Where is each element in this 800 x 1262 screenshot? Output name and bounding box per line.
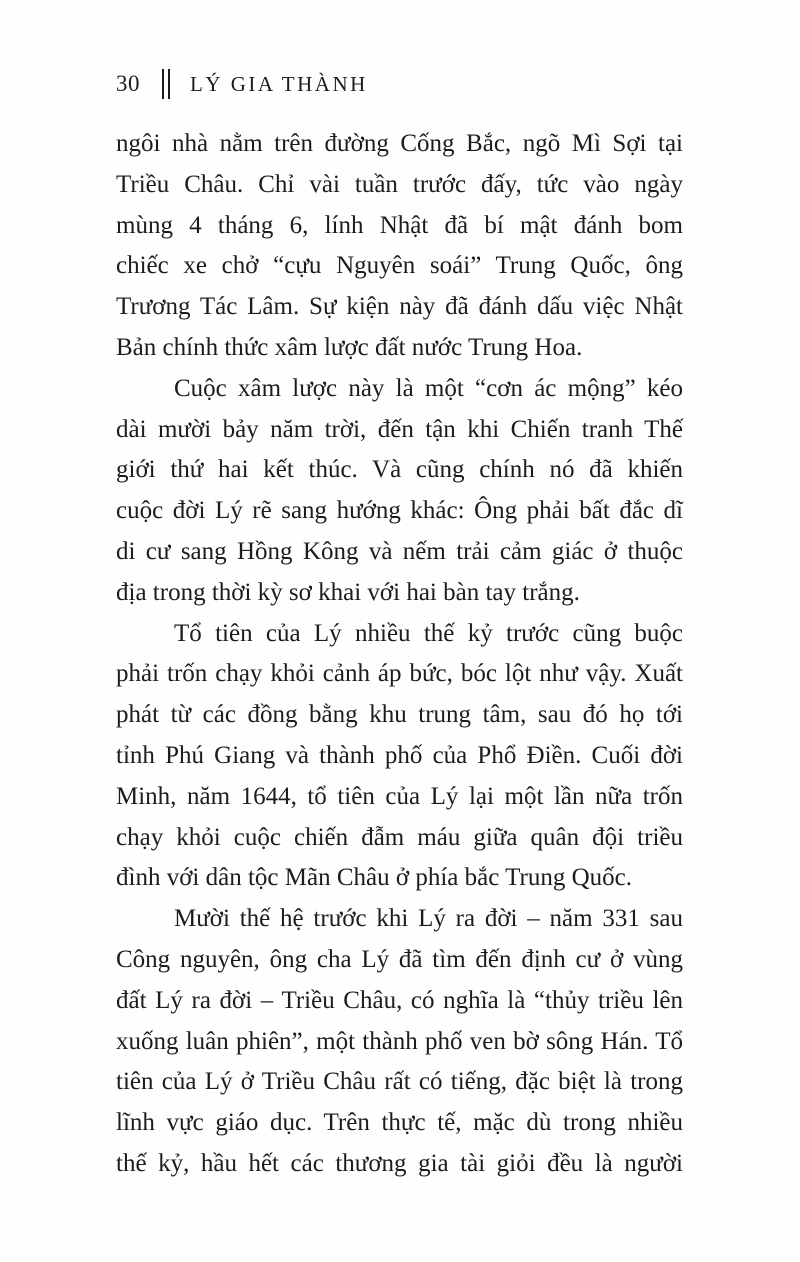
running-title: LÝ GIA THÀNH [190, 71, 368, 96]
text-line: thế kỷ, hầu hết các thương gia tài giỏi đều là người [116, 1149, 683, 1177]
text-line: địa trong thời kỳ sơ khai với hai bàn tay trắng. [116, 578, 580, 606]
body-text [116, 124, 683, 1185]
text-line: Minh, năm 1644, tổ tiên của Lý lại một lần nữa trốn [116, 782, 683, 810]
text-line: Mười thế hệ trước khi Lý ra đời – năm 331 sau [174, 905, 683, 933]
text-line: Triều Châu. Chỉ vài tuần trước đấy, tức vào ngày [116, 170, 683, 198]
text-line: cuộc đời Lý rẽ sang hướng khác: Ông phải bất đắc dĩ [116, 497, 683, 525]
text-line: đất Lý ra đời – Triều Châu, có nghĩa là “thủy triều lên [116, 986, 683, 1014]
text-line: Công nguyên, ông cha Lý đã tìm đến định cư ở vùng [116, 945, 683, 973]
running-header [116, 66, 368, 102]
text-line: ngôi nhà nằm trên đường Cống Bắc, ngõ Mì Sợi tại [116, 130, 683, 157]
text-line: di cư sang Hồng Kông và nếm trải cảm giác ở thuộc [116, 537, 683, 565]
text-line: chạy khỏi cuộc chiến đẫm máu giữa quân đội triều [116, 823, 683, 851]
text-line: mùng 4 tháng 6, lính Nhật đã bí mật đánh bom [116, 211, 683, 239]
text-line: tiên của Lý ở Triều Châu rất có tiếng, đặc biệt là trong [116, 1068, 683, 1096]
text-line: Bản chính thức xâm lược đất nước Trung Hoa. [116, 333, 583, 361]
text-line: Trương Tác Lâm. Sự kiện này đã đánh dấu việc Nhật [116, 293, 683, 321]
text-line: Tổ tiên của Lý nhiều thế kỷ trước cũng buộc [174, 619, 683, 647]
text-line: chiếc xe chở “cựu Nguyên soái” Trung Quốc, ông [116, 252, 683, 280]
text-line: tỉnh Phú Giang và thành phố của Phổ Điền. Cuối đời [116, 741, 683, 769]
text-line: lĩnh vực giáo dục. Trên thực tế, mặc dù trong nhiều [116, 1109, 683, 1137]
text-line: đình với dân tộc Mãn Châu ở phía bắc Trung Quốc. [116, 864, 632, 892]
text-line: giới thứ hai kết thúc. Và cũng chính nó đã khiến [116, 456, 683, 484]
text-line: dài mười bảy năm trời, đến tận khi Chiến tranh Thế [116, 415, 683, 443]
text-line: Cuộc xâm lược này là một “cơn ác mộng” kéo [174, 374, 683, 402]
header-double-rule [162, 69, 170, 99]
page-number: 30 [116, 71, 140, 96]
text-line: phải trốn chạy khỏi cảnh áp bức, bóc lột như vậy. Xuất [116, 660, 683, 688]
text-line: xuống luân phiên”, một thành phố ven bờ sông Hán. Tổ [116, 1027, 683, 1055]
text-line: phát từ các đồng bằng khu trung tâm, sau đó họ tới [116, 701, 683, 729]
